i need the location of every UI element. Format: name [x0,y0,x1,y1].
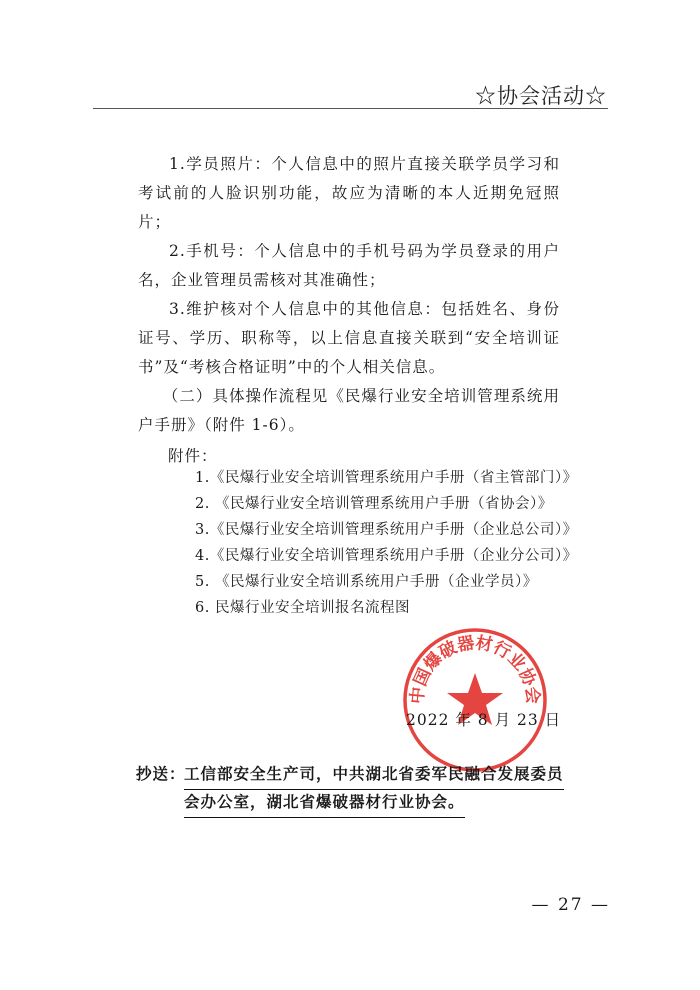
document-body [138,150,560,440]
attachment-item: 5. 《民爆行业安全培训系统用户手册（企业学员）》 [195,574,538,590]
official-seal-icon [400,625,550,775]
cc-line: 工信部安全生产司，中共湖北省委军民融合发展委员 [184,760,564,790]
attachment-item: 6. 民爆行业安全培训报名流程图 [195,600,410,616]
attachment-item: 4.《民爆行业安全培训管理系统用户手册（企业分公司）》 [195,548,578,564]
document-date: 2022 年 8 月 23 日 [406,711,562,729]
page-number: — 27 — [531,895,610,915]
attachment-item: 2. 《民爆行业安全培训管理系统用户手册（省协会）》 [195,496,553,512]
paragraph-photo: 1.学员照片：个人信息中的照片直接关联学员学习和考试前的人脸识别功能，故应为清晰的本人近期免冠照片； [138,155,560,231]
seal-text: 中国爆破器材行业协会 [407,633,543,705]
cc-label: 抄送： [136,764,186,783]
cc-line: 会办公室，湖北省爆破器材行业协会。 [184,788,465,818]
paragraph-phone: 2.手机号：个人信息中的手机号码为学员登录的用户名，企业管理员需核对其准确性； [138,242,560,289]
paragraph-procedure: （二）具体操作流程见《民爆行业安全培训管理系统用户手册》（附件 1-6）。 [138,387,560,434]
attachment-item: 3.《民爆行业安全培训管理系统用户手册（企业总公司）》 [195,522,578,538]
header-title: ☆协会活动☆ [475,84,607,108]
attachments-list [195,465,595,621]
paragraph-other-info: 3.维护核对个人信息中的其他信息：包括姓名、身份证号、学历、职称等，以上信息直接关联到“安全培训证书”及“考核合格证明”中的个人相关信息。 [138,300,560,376]
attachment-item: 1.《民爆行业安全培训管理系统用户手册（省主管部门）》 [195,470,578,486]
attachments-label: 附件： [168,447,218,465]
header-divider [93,108,608,109]
